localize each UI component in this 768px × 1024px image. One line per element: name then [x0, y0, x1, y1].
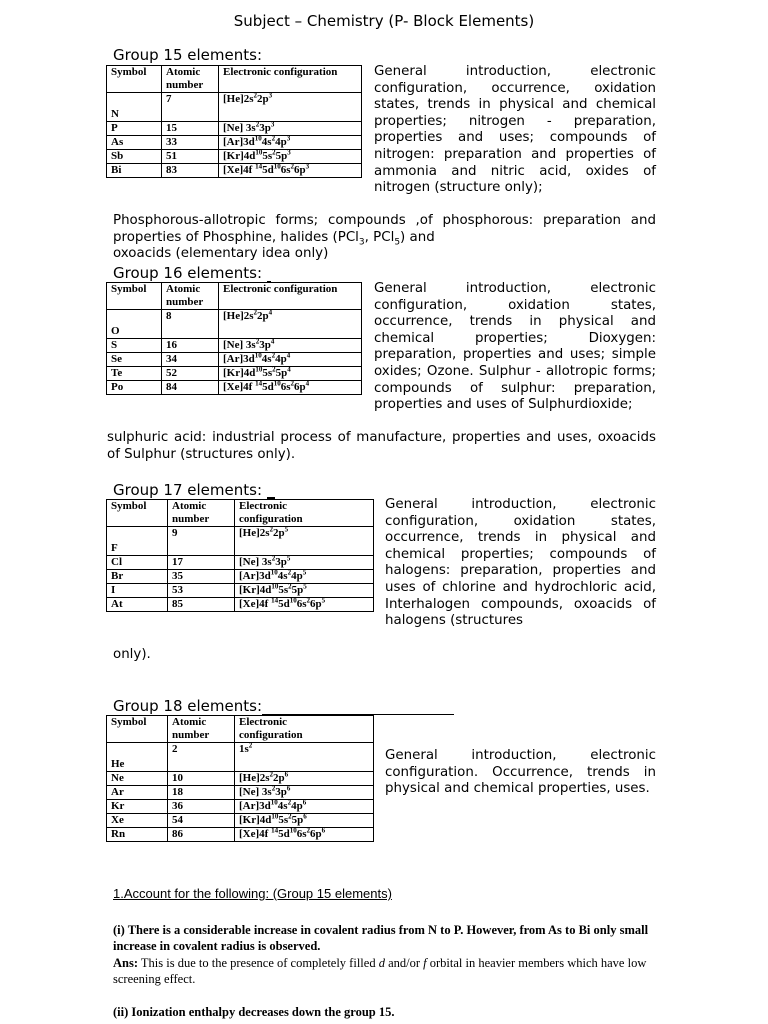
questions-heading: 1.Account for the following: (Group 15 elements) — [113, 886, 392, 901]
col-atomic: Atomic number — [168, 500, 235, 527]
cell-configuration: $[Kr]4d^{10}5s^25p^6$ — [235, 814, 374, 828]
table-row — [107, 136, 362, 150]
cell-configuration: [Ne] $3s^23p^3$ — [219, 122, 362, 136]
col-symbol: Symbol — [107, 66, 162, 93]
cell-atomic-number: 15 — [162, 122, 219, 136]
group15-description-cont: Phosphorous-allotropic forms; compounds ,of phosphorous: preparation and properties of Phosphine, halides (PCl$_3$, PCl$_5$) and — [113, 213, 656, 248]
table-row — [107, 122, 362, 136]
cell-configuration: $[He]2s^22p^6$ — [235, 772, 374, 786]
table-header-row — [107, 716, 374, 743]
table-header-row — [107, 500, 374, 527]
group15-rows — [107, 93, 362, 178]
group15-heading: Group 15 elements: — [113, 46, 263, 64]
table-header-row — [107, 66, 362, 93]
table-row — [107, 786, 374, 800]
group17-description: General introduction, electronic configuration, oxidation states, occurrence, trends in physical and chemical properties; compounds of halogens: preparation, properties and uses of chlorine and hydrochloric acid, Interhalogen compounds, oxoacids of halogens (structures — [385, 497, 656, 629]
group15-table — [106, 65, 362, 178]
table-header-row — [107, 283, 362, 310]
table-row — [107, 353, 362, 367]
cell-symbol: Kr — [107, 800, 168, 814]
cell-symbol: Sb — [107, 150, 162, 164]
table-row — [107, 800, 374, 814]
group15-description: General introduction, electronic configuration, occurrence, oxidation states, trends in physical and chemical properties; nitrogen - preparation, properties and uses; compounds of nitrogen: preparation and properties of ammonia and nitric acid, oxides of nitrogen (structure only); — [374, 64, 656, 196]
answer-1: Ans: This is due to the presence of completely filled d and/or f orbital in heavier members which have low screening effect. — [113, 956, 647, 986]
cell-atomic-number: 8 — [162, 310, 219, 339]
table-row — [107, 150, 362, 164]
cell-symbol: At — [107, 598, 168, 612]
cell-configuration: [Xe]4f $^{14}5d^{10}6s^26p^5$ — [235, 598, 374, 612]
page-title: Subject – Chemistry (P- Block Elements) — [233, 12, 535, 30]
cell-symbol: O — [107, 310, 162, 339]
question-2: (ii) Ionization enthalpy decreases down the group 15. — [113, 1005, 395, 1019]
group16-description-cont: sulphuric acid: industrial process of manufacture, properties and uses, oxoacids of Sulphur (structures only). — [107, 430, 656, 462]
cell-atomic-number: 33 — [162, 136, 219, 150]
cell-atomic-number: 85 — [168, 598, 235, 612]
cell-atomic-number: 17 — [168, 556, 235, 570]
cell-configuration: $[Ar]3d^{10}4s^24p^6$ — [235, 800, 374, 814]
cell-symbol: Br — [107, 570, 168, 584]
col-atomic: Atomic number — [162, 66, 219, 93]
cell-atomic-number: 54 — [168, 814, 235, 828]
group17-table — [106, 499, 374, 612]
table-row — [107, 828, 374, 842]
cell-atomic-number: 16 — [162, 339, 219, 353]
cell-configuration: $[Kr]4d^{10}5s^25p^3$ — [219, 150, 362, 164]
group18-description: General introduction, electronic configuration. Occurrence, trends in physical and chemical properties, uses. — [385, 748, 656, 797]
cell-atomic-number: 10 — [168, 772, 235, 786]
cell-configuration: $[Ar]3d^{10}4s^24p^5$ — [235, 570, 374, 584]
cell-symbol: Cl — [107, 556, 168, 570]
col-atomic: Atomic number — [168, 716, 235, 743]
cell-atomic-number: 34 — [162, 353, 219, 367]
table-row — [107, 772, 374, 786]
group18-rows — [107, 743, 374, 842]
cell-atomic-number: 36 — [168, 800, 235, 814]
cell-symbol: F — [107, 527, 168, 556]
cell-symbol: Xe — [107, 814, 168, 828]
cell-symbol: As — [107, 136, 162, 150]
cell-atomic-number: 83 — [162, 164, 219, 178]
cell-atomic-number: 53 — [168, 584, 235, 598]
group16-rows — [107, 310, 362, 395]
group18-heading: Group 18 elements: — [113, 697, 454, 715]
cell-atomic-number: 84 — [162, 381, 219, 395]
group16-heading: Group 16 elements: — [113, 264, 271, 282]
cell-atomic-number: 35 — [168, 570, 235, 584]
cell-atomic-number: 2 — [168, 743, 235, 772]
col-config: Electronic configuration — [219, 66, 362, 93]
table-row — [107, 339, 362, 353]
cell-configuration: $[Ar]3d^{10}4s^24p^3$ — [219, 136, 362, 150]
group17-heading: Group 17 elements: — [113, 481, 275, 499]
cell-configuration: $[He]2s^22p^3$ — [219, 93, 362, 122]
cell-configuration: $[He]2s^22p^5$ — [235, 527, 374, 556]
cell-symbol: Te — [107, 367, 162, 381]
group17-rows — [107, 527, 374, 612]
table-row — [107, 584, 374, 598]
col-symbol: Symbol — [107, 500, 168, 527]
cell-configuration: [Ne] $3s^23p^6$ — [235, 786, 374, 800]
col-symbol: Symbol — [107, 283, 162, 310]
col-symbol: Symbol — [107, 716, 168, 743]
col-config: Electronic configuration — [219, 283, 362, 310]
cell-symbol: S — [107, 339, 162, 353]
cell-configuration: [Ne] $3s^23p^5$ — [235, 556, 374, 570]
cell-configuration: [Xe]4f $^{14}5d^{10}6s^26p^3$ — [219, 164, 362, 178]
group15-description-end: oxoacids (elementary idea only) — [113, 246, 329, 261]
cell-symbol: Po — [107, 381, 162, 395]
cell-symbol: Rn — [107, 828, 168, 842]
table-row — [107, 556, 374, 570]
cell-symbol: Bi — [107, 164, 162, 178]
cell-symbol: N — [107, 93, 162, 122]
cell-atomic-number: 51 — [162, 150, 219, 164]
cell-configuration: $1s^2$ — [235, 743, 374, 772]
cell-configuration: $[Kr]4d^{10}5s^25p^5$ — [235, 584, 374, 598]
table-row — [107, 310, 362, 339]
cell-symbol: Ar — [107, 786, 168, 800]
group18-table — [106, 715, 374, 842]
cell-symbol: Se — [107, 353, 162, 367]
col-config: Electronic configuration — [235, 716, 374, 743]
table-row — [107, 381, 362, 395]
col-config: Electronic configuration — [235, 500, 374, 527]
table-row — [107, 93, 362, 122]
cell-symbol: Ne — [107, 772, 168, 786]
cell-configuration: $[Ar]3d^{10}4s^24p^4$ — [219, 353, 362, 367]
group16-table — [106, 282, 362, 395]
table-row — [107, 814, 374, 828]
table-row — [107, 367, 362, 381]
cell-atomic-number: 9 — [168, 527, 235, 556]
question-1: (i) There is a considerable increase in covalent radius from N to P. However, from As to Bi only small increase in covalent radius is observed. — [113, 923, 649, 953]
table-row — [107, 164, 362, 178]
table-row — [107, 598, 374, 612]
cell-symbol: I — [107, 584, 168, 598]
col-atomic: Atomic number — [162, 283, 219, 310]
group17-description-cont: only). — [113, 647, 151, 662]
table-row — [107, 743, 374, 772]
cell-atomic-number: 86 — [168, 828, 235, 842]
table-row — [107, 527, 374, 556]
cell-configuration: [Xe]4f $^{14}5d^{10}6s^26p^4$ — [219, 381, 362, 395]
cell-configuration: $[Kr]4d^{10}5s^25p^4$ — [219, 367, 362, 381]
cell-atomic-number: 7 — [162, 93, 219, 122]
cell-symbol: He — [107, 743, 168, 772]
cell-atomic-number: 52 — [162, 367, 219, 381]
cell-configuration: $[He]2s^22p^4$ — [219, 310, 362, 339]
group16-description: General introduction, electronic configuration, oxidation states, occurrence, trends in physical and chemical properties; Dioxygen: preparation, properties and uses; simple oxides; Ozone. Sulphur - allotropic forms; compounds of sulphur: preparation, properties and uses of Sulphurdioxide; — [374, 281, 656, 413]
cell-symbol: P — [107, 122, 162, 136]
cell-atomic-number: 18 — [168, 786, 235, 800]
table-row — [107, 570, 374, 584]
cell-configuration: [Xe]4f $^{14}5d^{10}6s^26p^6$ — [235, 828, 374, 842]
cell-configuration: [Ne] $3s^23p^4$ — [219, 339, 362, 353]
